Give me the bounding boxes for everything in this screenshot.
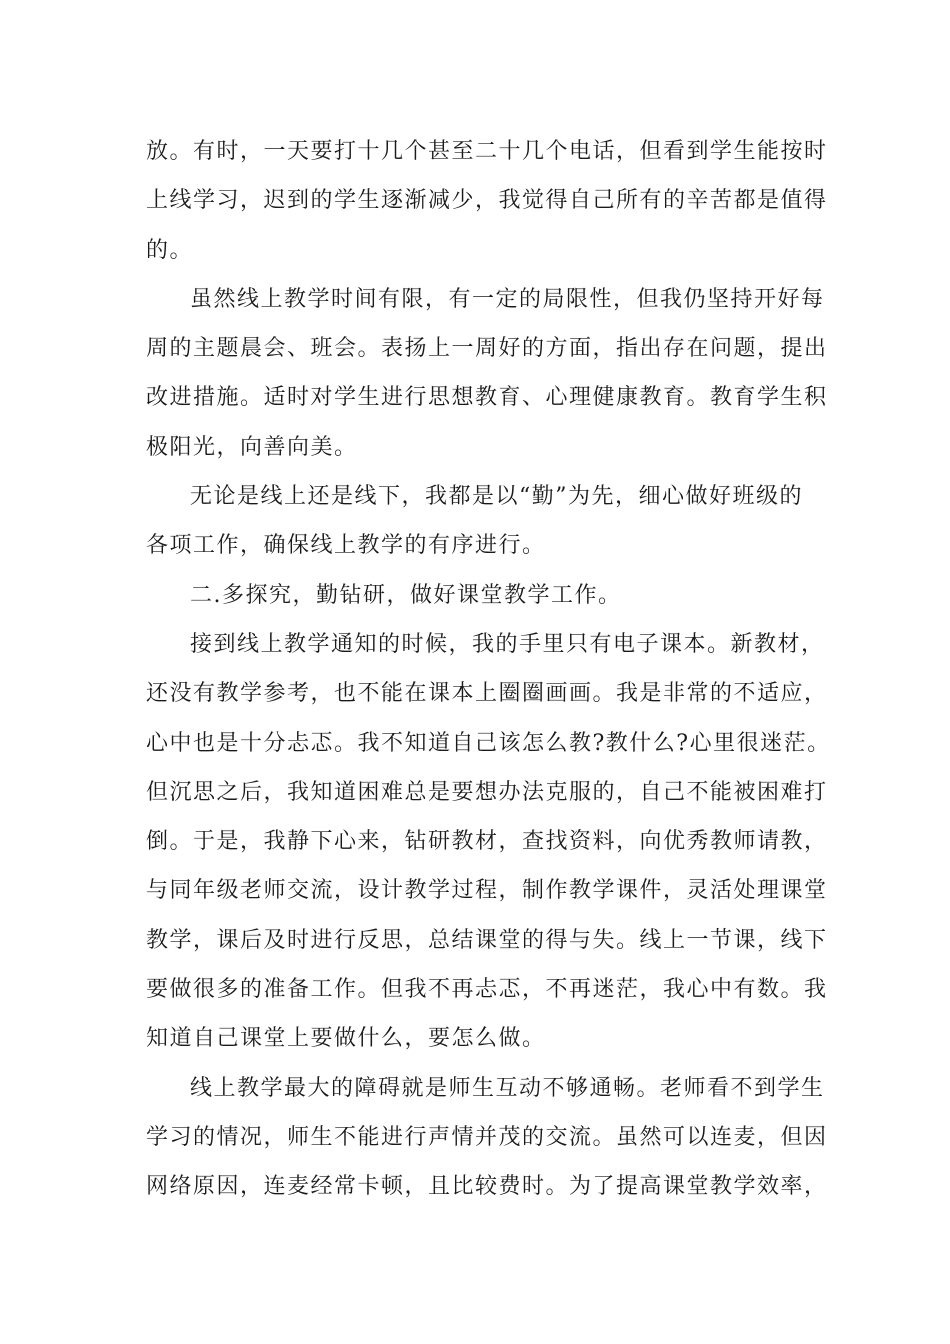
text-line: 极阳光，向善向美。 [146, 434, 358, 460]
paragraph-first-line: 接到线上教学通知的时候，我的手里只有电子课本。新教材， [190, 631, 825, 657]
text-line: 但沉思之后，我知道困难总是要想办法克服的，自己不能被困难打 [146, 779, 828, 805]
text-line: 周的主题晨会、班会。表扬上一周好的方面，指出存在问题，提出 [146, 336, 828, 362]
text-line: 知道自己课堂上要做什么，要怎么做。 [146, 1026, 546, 1052]
text-line: 上线学习，迟到的学生逐渐减少，我觉得自己所有的辛苦都是值得 [146, 188, 828, 214]
text-line: 学习的情况，师生不能进行声情并茂的交流。虽然可以连麦，但因 [146, 1124, 828, 1150]
document-body [146, 127, 831, 1212]
text-line: 与同年级老师交流，设计教学过程，制作教学课件，灵活处理课堂 [146, 878, 828, 904]
section-heading: 二.多探究，勤钻研，做好课堂教学工作。 [190, 582, 622, 608]
text-line: 改进措施。适时对学生进行思想教育、心理健康教育。教育学生积 [146, 385, 828, 411]
text-line: 的。 [146, 237, 194, 263]
paragraph-first-line: 虽然线上教学时间有限，有一定的局限性，但我仍坚持开好每 [190, 286, 825, 312]
text-line: 倒。于是，我静下心来，钻研教材，查找资料，向优秀教师请教， [146, 829, 828, 855]
text-line: 网络原因，连麦经常卡顿，且比较费时。为了提高课堂教学效率， [146, 1174, 828, 1200]
paragraph-first-line: 无论是线上还是线下，我都是以“勤”为先，细心做好班级的 [190, 484, 803, 510]
paragraph-first-line: 线上教学最大的障碍就是师生互动不够通畅。老师看不到学生 [190, 1075, 825, 1101]
text-line: 各项工作，确保线上教学的有序进行。 [146, 533, 546, 559]
text-line: 要做很多的准备工作。但我不再忐忑，不再迷茫，我心中有数。我 [146, 977, 828, 1003]
text-line: 教学，课后及时进行反思，总结课堂的得与失。线上一节课，线下 [146, 927, 828, 953]
text-line: 还没有教学参考，也不能在课本上圈圈画画。我是非常的不适应， [146, 681, 828, 707]
text-line: 心中也是十分忐忑。我不知道自己该怎么教?教什么?心里很迷茫。 [146, 730, 831, 756]
text-line: 放。有时，一天要打十几个甚至二十几个电话，但看到学生能按时 [146, 139, 828, 164]
